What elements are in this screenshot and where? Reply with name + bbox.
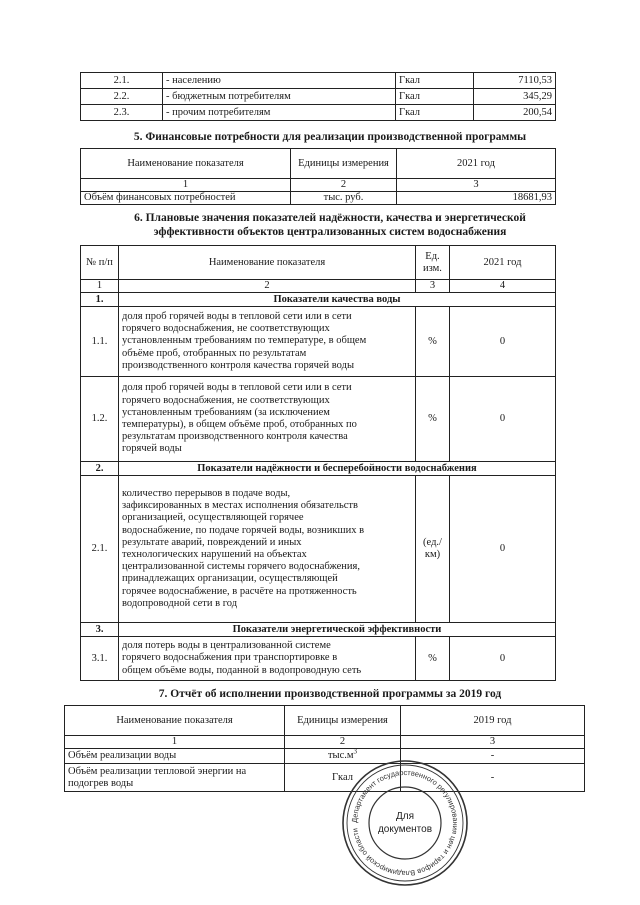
header-unit: Единицы измерения xyxy=(291,149,397,179)
description-line: результатам производственного контроля качества xyxy=(122,431,348,443)
section7-title: 7. Отчёт об исполнении производственной программы за 2019 год xyxy=(158,688,502,700)
header-num: № п/п xyxy=(81,246,119,280)
description-line: организацией, осуществляющей горячее xyxy=(122,512,304,524)
description-line: температуры), в общем объёме проб, отобранных по xyxy=(122,419,357,430)
row-unit: % xyxy=(416,637,450,681)
group-title: Показатели качества воды xyxy=(119,293,556,307)
description-line: централизованной системы горячего водоснабжения, xyxy=(122,561,360,573)
row-value: 0 xyxy=(450,307,556,377)
row-num: 2.2. xyxy=(81,89,163,105)
description-line: горячей воды xyxy=(122,443,182,455)
index-cell: 3 xyxy=(397,179,556,192)
index-cell: 4 xyxy=(450,280,556,293)
table-section5 xyxy=(80,148,556,205)
description-line: результате аварий, повреждений и иных xyxy=(122,536,302,548)
row-unit: Гкал xyxy=(285,764,401,792)
table-row xyxy=(65,749,585,764)
section5-title: 5. Финансовые потребности для реализации производственной программы xyxy=(133,131,527,143)
row-num: 1.2. xyxy=(81,377,119,462)
row-name: - населению xyxy=(163,73,396,89)
description-line: установленным требованиям (за исключением xyxy=(122,406,330,418)
row-unit: % xyxy=(416,377,450,462)
description-line: производственного контроля качества горячей воды xyxy=(122,359,355,371)
description-line: горячее водоснабжение, в расчёте на протяженность xyxy=(122,585,357,597)
table-index-row xyxy=(65,736,585,749)
table-row xyxy=(81,105,556,121)
row-value: 0 xyxy=(450,377,556,462)
row-num: 1.1. xyxy=(81,307,119,377)
section6-title-line2: эффективности объектов централизованных систем водоснабжения xyxy=(153,226,507,238)
header-unit: Единицы измерения xyxy=(285,706,401,736)
row-value: - xyxy=(401,764,585,792)
row-value: 0 xyxy=(450,637,556,681)
index-cell: 2 xyxy=(285,736,401,749)
description-line: зафиксированных в местах исполнения обязательств xyxy=(122,500,358,512)
group-row xyxy=(81,462,556,476)
stamp-ring-text: Департамент государственного регулирования цен и тарифов Владимирской области xyxy=(349,767,461,879)
header-year: 2021 год xyxy=(450,246,556,280)
row-name: Объём реализации тепловой энергии на подогрев воды xyxy=(65,764,285,792)
group-num: 3. xyxy=(81,623,119,637)
unit-superscript: 3 xyxy=(353,748,358,756)
description-line: принадлежащих организации, осуществляющей xyxy=(122,573,338,585)
stamp-center-line2: документов xyxy=(377,824,433,835)
group-row xyxy=(81,623,556,637)
description-line: технологических нарушений на объектах xyxy=(122,549,307,560)
table-row xyxy=(81,307,556,377)
row-num: 2.3. xyxy=(81,105,163,121)
header-name: Наименование показателя xyxy=(65,706,285,736)
table-row xyxy=(81,476,556,623)
row-name: Объём реализации воды xyxy=(65,749,285,764)
table-row xyxy=(65,764,585,792)
row-value: 0 xyxy=(450,476,556,623)
description-line: горячего водоснабжения, не соответствующих xyxy=(122,323,330,335)
row-unit: (ед./км) xyxy=(416,476,450,623)
table-index-row xyxy=(81,179,556,192)
group-num: 2. xyxy=(81,462,119,476)
row-num: 2.1. xyxy=(81,73,163,89)
table-section6 xyxy=(80,245,556,681)
index-cell: 1 xyxy=(81,280,119,293)
header-year: 2021 год xyxy=(397,149,556,179)
stamp-inner-ring xyxy=(369,787,441,859)
row-value: 7110,53 xyxy=(474,73,556,89)
group-row xyxy=(81,293,556,307)
row-num: 3.1. xyxy=(81,637,119,681)
table-index-row xyxy=(81,280,556,293)
table-top xyxy=(80,72,556,121)
table-row xyxy=(81,377,556,462)
description-line: водоснабжение, по подаче горячей воды, возникших в xyxy=(122,524,365,536)
index-cell: 2 xyxy=(119,280,416,293)
header-year: 2019 год xyxy=(401,706,585,736)
description-line: общем объёме воды, поданной в водопроводную сеть xyxy=(122,664,362,676)
index-cell: 1 xyxy=(81,179,291,192)
table-header-row xyxy=(81,246,556,280)
description-line: установленным требованиям по температуре, в общем xyxy=(122,335,367,347)
index-cell: 2 xyxy=(291,179,397,192)
header-unit: Ед. изм. xyxy=(416,246,450,280)
row-value: 345,29 xyxy=(474,89,556,105)
row-name: - бюджетным потребителям xyxy=(163,89,396,105)
table-row xyxy=(81,89,556,105)
header-name: Наименование показателя xyxy=(119,246,416,280)
stamp-outer-ring xyxy=(343,761,467,885)
table-section7 xyxy=(64,705,585,792)
unit-text: тыс.м xyxy=(327,750,354,761)
table-header-row xyxy=(65,706,585,736)
row-name: Объём финансовых потребностей xyxy=(81,192,291,205)
row-num: 2.1. xyxy=(81,476,119,623)
description-line: доля проб горячей воды в тепловой сети или в сети xyxy=(122,382,352,394)
table-row xyxy=(81,192,556,205)
description-line: количество перерывов в подаче воды, xyxy=(122,487,291,499)
row-value: - xyxy=(401,749,585,764)
row-value: 200,54 xyxy=(474,105,556,121)
group-num: 1. xyxy=(81,293,119,307)
description-line: объёме проб, отобранных по результатам xyxy=(122,347,307,359)
description-line: доля потерь воды в централизованной системе xyxy=(122,640,331,652)
table-row xyxy=(81,73,556,89)
stamp-outer-ring-inner xyxy=(347,765,463,881)
index-cell: 3 xyxy=(401,736,585,749)
index-cell: 3 xyxy=(416,280,450,293)
row-description xyxy=(119,377,416,462)
section6-title-line1: 6. Плановые значения показателей надёжности, качества и энергетической xyxy=(134,212,526,224)
row-unit: % xyxy=(416,307,450,377)
row-unit: тыс. руб. xyxy=(291,192,397,205)
row-description xyxy=(119,637,416,681)
stamp-center-line1: Для xyxy=(395,811,415,822)
row-description xyxy=(119,476,416,623)
description-line: горячего водоснабжения при транспортировке в xyxy=(122,652,338,664)
row-name: - прочим потребителям xyxy=(163,105,396,121)
header-name: Наименование показателя xyxy=(81,149,291,179)
row-unit: Гкал xyxy=(396,89,474,105)
description-line: горячего водоснабжения, не соответствующих xyxy=(122,394,330,406)
group-title: Показатели надёжности и бесперебойности водоснабжения xyxy=(119,462,556,476)
official-stamp xyxy=(340,758,470,888)
table-header-row xyxy=(81,149,556,179)
description-line: водопроводной сети в год xyxy=(122,597,238,609)
row-description xyxy=(119,307,416,377)
row-unit: Гкал xyxy=(396,105,474,121)
row-value: 18681,93 xyxy=(397,192,556,205)
row-unit: Гкал xyxy=(396,73,474,89)
description-line: доля проб горячей воды в тепловой сети или в сети xyxy=(122,310,352,322)
table-row xyxy=(81,637,556,681)
group-title: Показатели энергетической эффективности xyxy=(119,623,556,637)
index-cell: 1 xyxy=(65,736,285,749)
